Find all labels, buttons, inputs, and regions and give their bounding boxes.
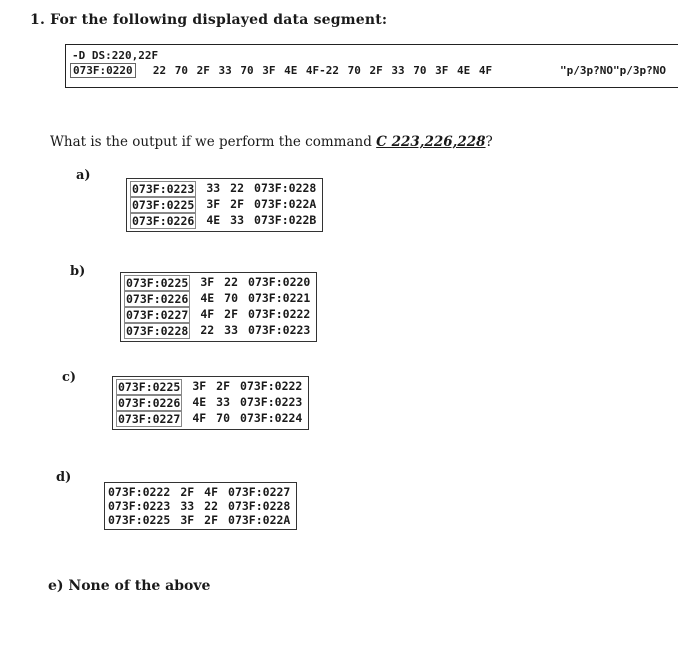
question-text bbox=[50, 134, 493, 150]
option-row: 073F:0222 2F 4F 073F:0227 bbox=[108, 485, 291, 499]
option-row: 073F:0226 4E 33 073F:0223 bbox=[118, 395, 303, 410]
question-command: C 223,226,228 bbox=[376, 134, 486, 150]
dump-line bbox=[70, 64, 492, 77]
dump-address: 073F:0220 bbox=[70, 63, 136, 78]
data-segment-dump bbox=[65, 44, 678, 88]
option-row: 073F:0223 33 22 073F:0228 bbox=[132, 181, 317, 196]
option-a-label: a) bbox=[76, 168, 91, 183]
option-row: 073F:0227 4F 70 073F:0224 bbox=[118, 411, 303, 426]
option-row: 073F:0225 3F 2F 073F:0222 bbox=[118, 379, 303, 394]
dump-command: -D DS:220,22F bbox=[72, 49, 159, 62]
option-row: 073F:0227 4F 2F 073F:0222 bbox=[126, 307, 311, 322]
dump-ascii: "p/3p?NO"p/3p?NO bbox=[560, 64, 666, 77]
option-b-label: b) bbox=[70, 264, 86, 279]
question-suffix: ? bbox=[485, 134, 493, 150]
option-row: 073F:0228 22 33 073F:0223 bbox=[126, 323, 311, 338]
option-row: 073F:0225 3F 22 073F:0220 bbox=[126, 275, 311, 290]
option-c-label: c) bbox=[62, 370, 77, 385]
option-a-box bbox=[126, 178, 323, 232]
dump-bytes: 22 70 2F 33 70 3F 4E 4F-22 70 2F 33 70 3F 4E 4F bbox=[152, 64, 493, 77]
option-row: 073F:0226 4E 33 073F:022B bbox=[132, 213, 317, 228]
option-d-box bbox=[104, 482, 297, 530]
option-e-text: None of the above bbox=[68, 578, 211, 594]
option-c-box bbox=[112, 376, 309, 430]
question-title: 1. For the following displayed data segment: bbox=[30, 12, 388, 28]
option-e-label: e) bbox=[48, 578, 64, 594]
option-row: 073F:0225 3F 2F 073F:022A bbox=[132, 197, 317, 212]
option-d-label: d) bbox=[56, 470, 72, 485]
option-b-box bbox=[120, 272, 317, 342]
option-row: 073F:0225 3F 2F 073F:022A bbox=[108, 513, 291, 527]
option-row: 073F:0223 33 22 073F:0228 bbox=[108, 499, 291, 513]
option-e bbox=[48, 578, 210, 594]
option-row: 073F:0226 4E 70 073F:0221 bbox=[126, 291, 311, 306]
question-prefix: What is the output if we perform the command bbox=[50, 134, 372, 150]
